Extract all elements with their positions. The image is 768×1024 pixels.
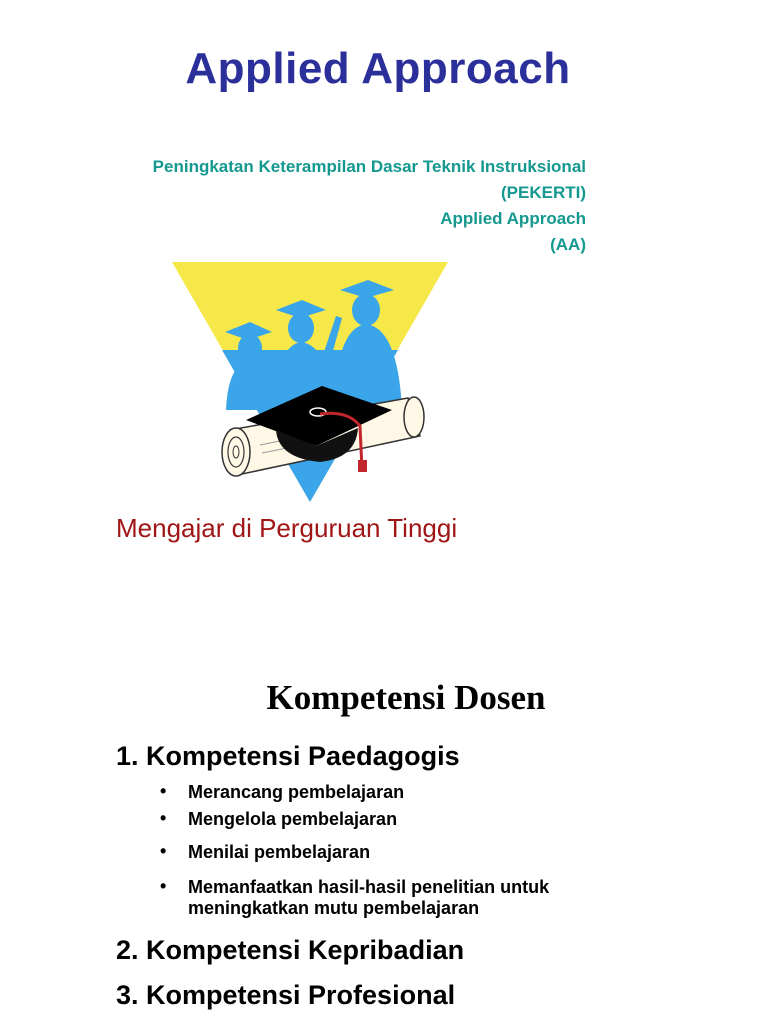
competency-title: 2. Kompetensi Kepribadian [116, 935, 465, 965]
bullet-icon: • [160, 808, 167, 828]
slide-caption: Mengajar di Perguruan Tinggi [116, 513, 458, 543]
list-item [160, 809, 549, 830]
bullet-icon: • [160, 781, 167, 801]
competency-title: 1. Kompetensi Paedagogis [116, 741, 460, 771]
bullet-text: Merancang pembelajaran [188, 782, 405, 802]
bullet-text: Mengelola pembelajaran [188, 809, 398, 829]
subtitle-line: (PEKERTI) [501, 183, 586, 202]
subtitle-line: Applied Approach [440, 209, 586, 228]
list-item [160, 842, 549, 863]
list-item [160, 877, 549, 919]
bullet-text: Memanfaatkan hasil-hasil penelitian untuk [188, 877, 550, 897]
list-item [160, 782, 549, 803]
slide-title: Applied Approach [185, 44, 571, 93]
graduation-clipart-icon [170, 260, 450, 505]
bullet-icon: • [160, 841, 167, 861]
subtitle-line: (AA) [550, 235, 586, 254]
bullet-text: Menilai pembelajaran [188, 842, 371, 862]
bullet-text-continuation: meningkatkan mutu pembelajaran [188, 898, 480, 918]
subtitle-line: Peningkatan Keterampilan Dasar Teknik Instruksional [152, 157, 586, 176]
bullet-icon: • [160, 876, 167, 896]
subtitle-block [153, 154, 586, 258]
section-heading: Kompetensi Dosen [266, 678, 546, 717]
competency-bullet-list [160, 782, 549, 919]
competency-title: 3. Kompetensi Profesional [116, 980, 456, 1010]
